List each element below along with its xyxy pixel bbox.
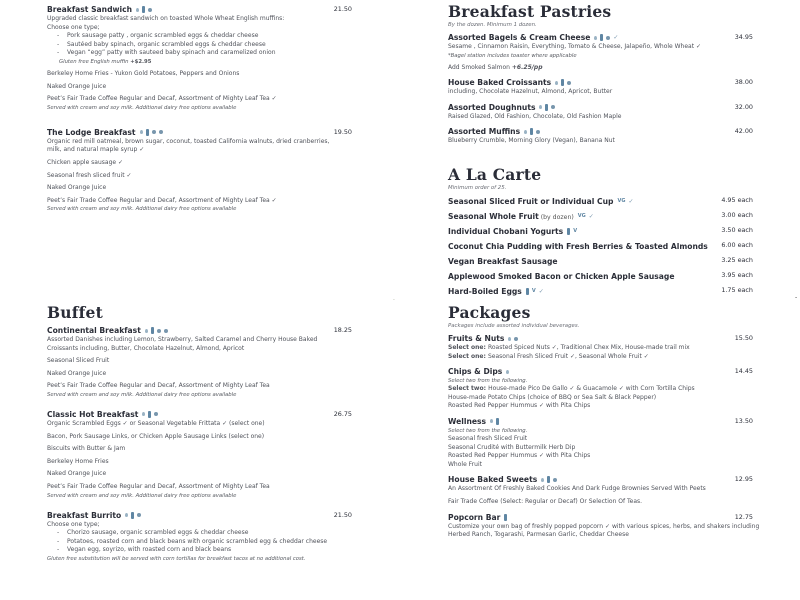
package-fruits-nuts <box>448 333 753 361</box>
item-note: Select two from the following. <box>448 378 528 385</box>
item-price: 1.75 each <box>721 286 753 294</box>
item-name: Assorted Bagels & Cream Cheese <box>448 33 591 42</box>
bottle-icon <box>561 79 564 86</box>
item-note: *Bagel station includes toaster where applicable <box>448 52 577 59</box>
bottle-icon <box>547 476 550 483</box>
item-line: Peet’s Fair Trade Coffee Regular and Decaf, Assortment of Mighty Leaf Tea ✓ <box>47 95 277 103</box>
item-name: Chips & Dips <box>448 367 503 377</box>
item-name: Individual Chobani Yogurts <box>448 226 564 236</box>
item-name: The Lodge Breakfast <box>47 127 136 137</box>
bottle-icon <box>151 327 154 334</box>
item-price: 38.00 <box>734 78 753 87</box>
check-icon: ✓ <box>588 212 594 220</box>
dietary-icons <box>504 514 507 521</box>
item-price: 12.75 <box>734 512 753 521</box>
pastries-column <box>448 3 753 151</box>
dietary-icons <box>125 512 141 519</box>
item-name: Breakfast Sandwich <box>47 5 133 14</box>
package-chips-dips <box>448 366 753 411</box>
item-line: Biscuits with Butter & Jam <box>47 445 126 453</box>
dietary-icons <box>508 337 518 341</box>
a-la-carte-column <box>448 166 753 300</box>
bottle-icon <box>496 418 499 425</box>
menu-item-croissants <box>448 77 753 97</box>
package-wellness <box>448 416 753 469</box>
bottle-icon <box>530 128 533 135</box>
item-price: 26.75 <box>333 409 352 418</box>
bottle-icon <box>131 512 134 519</box>
drop-icon <box>555 81 558 85</box>
drop-icon <box>541 478 544 482</box>
item-price: 15.50 <box>734 334 753 342</box>
dot-icon <box>536 130 540 134</box>
package-row: Fair Trade Coffee (Select: Regular or Decaf) Or Selection Of Teas. <box>448 497 643 505</box>
item-line: Chicken apple sausage ✓ <box>47 158 124 166</box>
item-name: Popcorn Bar <box>448 512 501 522</box>
bottle-icon <box>567 228 570 235</box>
item-line: Peet’s Fair Trade Coffee Regular and Decaf, Assortment of Mighty Leaf Tea ✓ <box>47 196 277 204</box>
dot-icon <box>606 36 610 40</box>
item-price: 13.50 <box>734 416 753 425</box>
item-footnote: Served with cream and soy milk. Additional dairy free options available <box>47 391 237 398</box>
dietary-icons <box>578 213 594 220</box>
bottle-icon <box>504 514 507 521</box>
item-line: Naked Orange Juice <box>47 184 107 192</box>
row-text: House-made Pico De Gallo ✓ & Guacamole ✓ with Corn Tortilla Chips <box>488 385 695 393</box>
item-footnote: Served with cream and soy milk. Additional dairy free options available <box>47 104 237 111</box>
alc-item <box>448 270 753 282</box>
bottle-icon <box>526 288 529 295</box>
item-line: Seasonal fresh sliced fruit ✓ <box>47 171 132 179</box>
item-price: 21.50 <box>333 5 352 13</box>
option: - Vegan egg, soyrizo, with roasted corn and black beans <box>57 546 352 555</box>
option: - Vegan “egg” patty with sauteed baby spinach and caramelized onion <box>57 49 352 58</box>
package-row: Seasonal Crudité with Buttermilk Herb Dip <box>448 443 576 451</box>
note-text: Gluten free English muffin <box>59 58 131 65</box>
dietary-icons <box>136 6 152 13</box>
item-name: Classic Hot Breakfast <box>47 409 139 419</box>
drop-icon <box>136 8 139 12</box>
alc-item <box>448 225 753 237</box>
item-price: 12.95 <box>734 475 753 484</box>
dietary-icons <box>506 370 509 374</box>
dietary-icons <box>594 34 618 41</box>
package-row: Herbed Ranch, Togarashi, Parmesan Garlic, Cheddar Cheese <box>448 531 629 539</box>
package-popcorn-bar <box>448 512 760 540</box>
package-row <box>448 385 753 394</box>
item-price: 42.00 <box>734 127 753 136</box>
drop-icon <box>140 130 143 134</box>
menu-item-breakfast-burrito <box>47 510 352 563</box>
item-price: 14.45 <box>734 367 753 376</box>
drop-icon <box>145 329 148 333</box>
dietary-icons <box>142 411 158 418</box>
item-note <box>47 58 352 66</box>
check-icon: ✓ <box>538 287 544 295</box>
item-price: 6.00 each <box>721 241 753 249</box>
package-row <box>448 344 753 353</box>
item-name-text: Seasonal Whole Fruit <box>448 211 539 221</box>
drop-icon <box>524 130 527 134</box>
package-row: Customize your own bag of freshly popped popcorn ✓ with various spices, herbs, and shakers including <box>448 522 760 530</box>
alc-item <box>448 195 753 207</box>
item-line: Peet’s Fair Trade Coffee Regular and Decaf, Assortment of Mighty Leaf Tea <box>47 382 270 390</box>
package-house-baked-sweets <box>448 474 753 506</box>
item-desc: Assorted Danishes including Lemon, Strawberry, Salted Caramel and Cherry House Baked <box>47 336 318 343</box>
item-name: Wellness <box>448 416 487 426</box>
item-line: Naked Orange Juice <box>47 470 107 478</box>
item-price: 21.50 <box>333 510 352 519</box>
item-footnote: Served with cream and soy milk. Additional dairy free options available <box>47 206 237 213</box>
item-price: 3.50 each <box>721 226 753 234</box>
package-row: Roasted Red Pepper Hummus ✓ with Pita Chips <box>448 402 591 410</box>
item-desc: Blueberry Crumble, Morning Glory (Vegan), Banana Nut <box>448 137 615 145</box>
drop-icon <box>508 337 511 341</box>
dot-icon <box>164 329 168 333</box>
item-name: House Baked Croissants <box>448 78 552 88</box>
item-price: 4.95 each <box>721 196 753 204</box>
item-line: Berkeley Home Fries <box>47 457 109 465</box>
item-line: Seasonal Sliced Fruit <box>47 357 110 365</box>
dot-icon <box>148 8 152 12</box>
row-label: Select one: <box>448 352 488 360</box>
section-title: A La Carte <box>448 165 542 184</box>
option-list <box>47 32 352 58</box>
dietary-icons <box>490 418 499 425</box>
section-subtitle: Minimum order of 25. <box>448 185 507 191</box>
check-icon: ✓ <box>613 34 619 41</box>
menu-item-muffins <box>448 126 753 146</box>
drop-icon <box>506 370 509 374</box>
item-line: Berkeley Home Fries - Yukon Gold Potatoes, Peppers and Onions <box>47 69 240 77</box>
dot-icon <box>157 329 161 333</box>
item-name <box>448 212 574 221</box>
item-footnote: Gluten free substitution will be served with corn tortillas for breakfast tacos at no additional cost. <box>47 555 306 562</box>
vegetarian-icon: V <box>573 228 578 234</box>
drop-icon <box>142 412 145 416</box>
item-name: Breakfast Burrito <box>47 510 122 520</box>
item-desc: including, Chocolate Hazelnut, Almond, Apricot, Butter <box>448 88 613 96</box>
item-price: 19.50 <box>333 127 352 136</box>
item-desc: milk, and natural maple syrup ✓ <box>47 146 145 154</box>
option: - Sautéed baby spinach, organic scrambled eggs & cheddar cheese <box>57 41 352 50</box>
package-row: Roasted Red Pepper Hummus ✓ with Pita Chips <box>448 452 591 460</box>
package-row <box>448 353 753 362</box>
bottle-icon <box>600 34 603 41</box>
item-name: Hard-Boiled Eggs <box>448 286 522 296</box>
dietary-icons <box>555 79 571 86</box>
item-name: Applewood Smoked Bacon or Chicken Apple Sausage <box>448 271 675 281</box>
alc-item <box>448 285 753 297</box>
alc-item <box>448 240 753 252</box>
item-desc: Raised Glazed, Old Fashion, Chocolate, Old Fashion Maple <box>448 112 622 120</box>
alc-item <box>448 210 753 222</box>
section-subtitle: By the dozen. Minimum 1 dozen. <box>448 22 537 28</box>
item-price: 3.25 each <box>721 256 753 264</box>
vegan-icon: VG <box>577 213 586 219</box>
item-price: 32.00 <box>734 102 753 111</box>
item-desc: Organic Scrambled Eggs ✓ or Seasonal Vegetable Frittata ✓ (select one) <box>47 419 265 427</box>
dot-icon <box>567 81 571 85</box>
dot-icon <box>137 513 141 517</box>
bottle-icon <box>142 6 145 13</box>
dietary-icons <box>617 198 633 205</box>
bottle-icon <box>545 104 548 111</box>
item-line: Naked Orange Juice <box>47 369 107 377</box>
section-title: Buffet <box>47 303 103 322</box>
section-title: Packages <box>448 303 531 322</box>
check-icon: ✓ <box>628 197 634 205</box>
menu-item-classic-hot-breakfast <box>47 409 352 500</box>
dietary-icons <box>140 129 163 136</box>
dot-icon <box>514 337 518 341</box>
item-name: Seasonal Sliced Fruit or Individual Cup <box>448 196 614 206</box>
section-subtitle: Packages include assorted individual beverages. <box>448 323 580 329</box>
dot-icon <box>553 478 557 482</box>
addon-price: +6.25/pp <box>511 63 543 71</box>
item-line: Bacon, Pork Sausage Links, or Chicken Apple Sausage Links (select one) <box>47 432 265 440</box>
drop-icon <box>490 419 493 423</box>
dietary-icons <box>526 288 544 295</box>
item-price: 3.00 each <box>721 211 753 219</box>
menu-item-doughnuts <box>448 102 753 122</box>
row-label: Select one: <box>448 344 488 351</box>
option: - Chorizo sausage, organic scrambled eggs & cheddar cheese <box>57 529 352 538</box>
item-note: Select two from the following. <box>448 427 528 434</box>
item-line: Peet’s Fair Trade Coffee Regular and Decaf, Assortment of Mighty Leaf Tea <box>47 482 270 490</box>
drop-icon <box>125 513 128 517</box>
item-price: 3.95 each <box>721 271 753 279</box>
item-price: 34.95 <box>734 33 753 41</box>
crop-mark: - <box>795 294 798 301</box>
item-desc: Sesame , Cinnamon Raisin, Everything, Tomato & Cheese, Jalapeño, Whole Wheat ✓ <box>448 43 702 50</box>
note-price: +$2.95 <box>130 58 152 65</box>
item-desc: Croissants including, Butter, Chocolate Hazelnut, Almond, Apricot <box>47 344 245 352</box>
item-name: Assorted Muffins <box>448 127 521 137</box>
buffet-column <box>47 304 352 568</box>
breakfast-column <box>47 4 352 218</box>
vegetarian-icon: V <box>531 288 536 294</box>
item-name: House Baked Sweets <box>448 475 538 485</box>
dietary-icons <box>524 128 540 135</box>
item-price: 18.25 <box>333 326 352 334</box>
alc-item <box>448 255 753 267</box>
item-desc: Choose one type; <box>47 520 100 528</box>
drop-icon <box>539 105 542 109</box>
addon-text: Add Smoked Salmon <box>448 63 512 71</box>
crop-mark: · <box>393 297 395 304</box>
dot-icon <box>159 130 163 134</box>
menu-item-bagels <box>448 32 753 72</box>
dot-icon <box>152 130 156 134</box>
item-name: Fruits & Nuts <box>448 334 505 343</box>
package-row: Whole Fruit <box>448 460 482 468</box>
packages-column <box>448 303 760 545</box>
package-row: House-made Potato Chips (choice of BBQ or Sea Salt & Black Pepper) <box>448 393 657 401</box>
row-text: Seasonal Fresh Sliced Fruit ✓, Seasonal Whole Fruit ✓ <box>487 352 649 360</box>
package-row: An Assortment Of Freshly Baked Cookies And Dark Fudge Brownies Served With Peets <box>448 485 706 493</box>
dietary-icons <box>145 327 168 334</box>
dot-icon <box>154 412 158 416</box>
item-addon <box>448 64 753 73</box>
item-name: Continental Breakfast <box>47 326 141 335</box>
option: - Potatoes, roasted corn and black beans with organic scrambled egg & cheddar cheese <box>57 538 352 547</box>
item-name: Assorted Doughnuts <box>448 102 536 112</box>
dot-icon <box>551 105 555 109</box>
row-label: Select two: <box>448 385 489 393</box>
dietary-icons <box>567 228 577 235</box>
option: - Pork sausage patty , organic scrambled eggs & cheddar cheese <box>57 32 352 41</box>
package-row: Seasonal fresh Sliced Fruit <box>448 434 528 442</box>
drop-icon <box>594 36 597 40</box>
item-desc: Organic red mill oatmeal, brown sugar, coconut, toasted California walnuts, dried cranberries, <box>47 137 330 145</box>
item-qualifier: (by dozen) <box>538 213 574 221</box>
bottle-icon <box>146 129 149 136</box>
row-text: Roasted Spiced Nuts ✓, Traditional Chex Mix, House-made trail mix <box>487 344 690 351</box>
menu-item-lodge-breakfast <box>47 127 352 214</box>
dietary-icons <box>541 476 557 483</box>
menu-item-continental-breakfast <box>47 325 352 399</box>
item-line: Naked Orange Juice <box>47 82 107 90</box>
option-list <box>47 529 352 555</box>
vegan-icon: VG <box>617 198 626 204</box>
item-footnote: Served with cream and soy milk. Additional dairy free options available <box>47 492 237 499</box>
item-name: Coconut Chia Pudding with Fresh Berries & Toasted Almonds <box>448 241 708 251</box>
item-name: Vegan Breakfast Sausage <box>448 256 558 266</box>
dietary-icons <box>539 104 555 111</box>
menu-item-breakfast-sandwich <box>47 4 352 112</box>
item-desc: Upgraded classic breakfast sandwich on toasted Whole Wheat English muffins: <box>47 15 285 22</box>
bottle-icon <box>148 411 151 418</box>
item-desc: Choose one type; <box>47 23 100 31</box>
section-title: Breakfast Pastries <box>448 2 612 21</box>
